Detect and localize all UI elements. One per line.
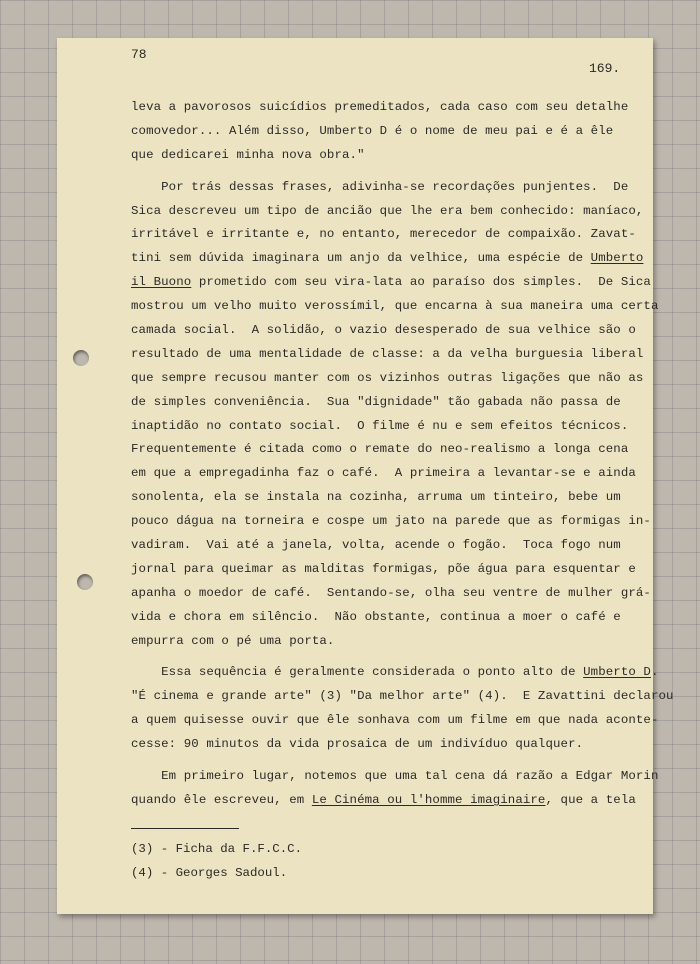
- text-line: que dedicarei minha nova obra.": [131, 147, 365, 162]
- text-line: mostrou um velho muito verossímil, que encarna à sua maneira uma certa: [131, 299, 659, 314]
- text-line: empurra com o pé uma porta.: [131, 633, 335, 648]
- text-line: irritável e irritante e, no entanto, merecedor de compaixão. Zavat-: [131, 227, 636, 242]
- book-title-underlined: Le Cinéma ou l'homme imaginaire: [311, 792, 546, 807]
- text-line: leva a pavorosos suicídios premeditados, cada caso com seu detalhe: [131, 100, 629, 114]
- text-line: Sica descreveu um tipo de ancião que lhe era bem conhecido: maníaco,: [131, 203, 644, 218]
- text-line: a quem quisesse ouvir que êle sonhava com um filme em que nada aconte-: [131, 713, 659, 728]
- film-title-underlined: il Buono: [131, 275, 192, 290]
- text-line: Em primeiro lugar, notemos que uma tal cena dá razão a Edgar Morin: [131, 769, 659, 784]
- text-line: comovedor... Além disso, Umberto D é o nome de meu pai e é a êle: [131, 123, 614, 138]
- footnote-4: (4) - Georges Sadoul.: [131, 866, 288, 880]
- text-line: resultado de uma mentalidade de classe: a da velha burguesia liberal: [131, 346, 644, 361]
- text-line: inaptidão no contato social. O filme é nu e sem efeitos técnicos.: [131, 418, 629, 433]
- text-line: vadiram. Vai até a janela, volta, acende o fogão. Toca fogo num: [131, 538, 621, 553]
- top-page-number: 78: [131, 47, 147, 62]
- body-text: [131, 96, 674, 813]
- film-title-underlined: Umberto: [590, 251, 644, 266]
- footnotes: [131, 837, 302, 885]
- text-line: "É cinema e grande arte" (3) "Da melhor arte" (4). E Zavattini declarou: [131, 689, 674, 704]
- text-line: vida e chora em silêncio. Não obstante, continua a moer o café e: [131, 609, 621, 624]
- footnote-divider: [131, 828, 239, 829]
- text-line: camada social. A solidão, o vazio desesperado de sua velhice são o: [131, 323, 636, 338]
- text-line: que sempre recusou manter com os vizinhos outras ligações que não as: [131, 370, 644, 385]
- text-line: cesse: 90 minutos da vida prosaica de um indivíduo qualquer.: [131, 737, 584, 752]
- punch-hole-bottom: [77, 574, 93, 590]
- film-title-underlined: Umberto D: [583, 665, 651, 680]
- text-line: il Buono prometido com seu vira-lata ao paraíso dos simples. De Sica: [131, 275, 651, 290]
- text-line: em que a empregadinha faz o café. A primeira a levantar-se e ainda: [131, 466, 636, 481]
- typewritten-page: [57, 38, 674, 914]
- text-line: sonolenta, ela se instala na cozinha, arruma um tinteiro, bebe um: [131, 490, 621, 505]
- page-number: 169.: [589, 61, 621, 76]
- text-line: jornal para queimar as malditas formigas, põe água para esquentar e: [131, 561, 636, 576]
- text-line: quando êle escreveu, em Le Cinéma ou l'homme imaginaire, que a tela: [131, 792, 636, 807]
- text-line: tini sem dúvida imaginara um anjo da velhice, uma espécie de Umberto: [131, 251, 644, 266]
- text-line: Frequentemente é citada como o remate do neo-realismo a longa cena: [131, 442, 629, 457]
- footnote-3: (3) - Ficha da F.F.C.C.: [131, 842, 303, 856]
- text-line: apanha o moedor de café. Sentando-se, olha seu ventre de mulher grá-: [131, 585, 651, 600]
- punch-hole-top: [73, 350, 89, 366]
- text-line: Por trás dessas frases, adivinha-se recordações punjentes. De: [131, 179, 629, 194]
- text-line: Essa sequência é geralmente considerada o ponto alto de Umberto D.: [131, 665, 659, 680]
- text-line: pouco dágua na torneira e cospe um jato na parede que as formigas in-: [131, 514, 651, 529]
- text-line: de simples conveniência. Sua "dignidade" tão gabada não passa de: [131, 394, 621, 409]
